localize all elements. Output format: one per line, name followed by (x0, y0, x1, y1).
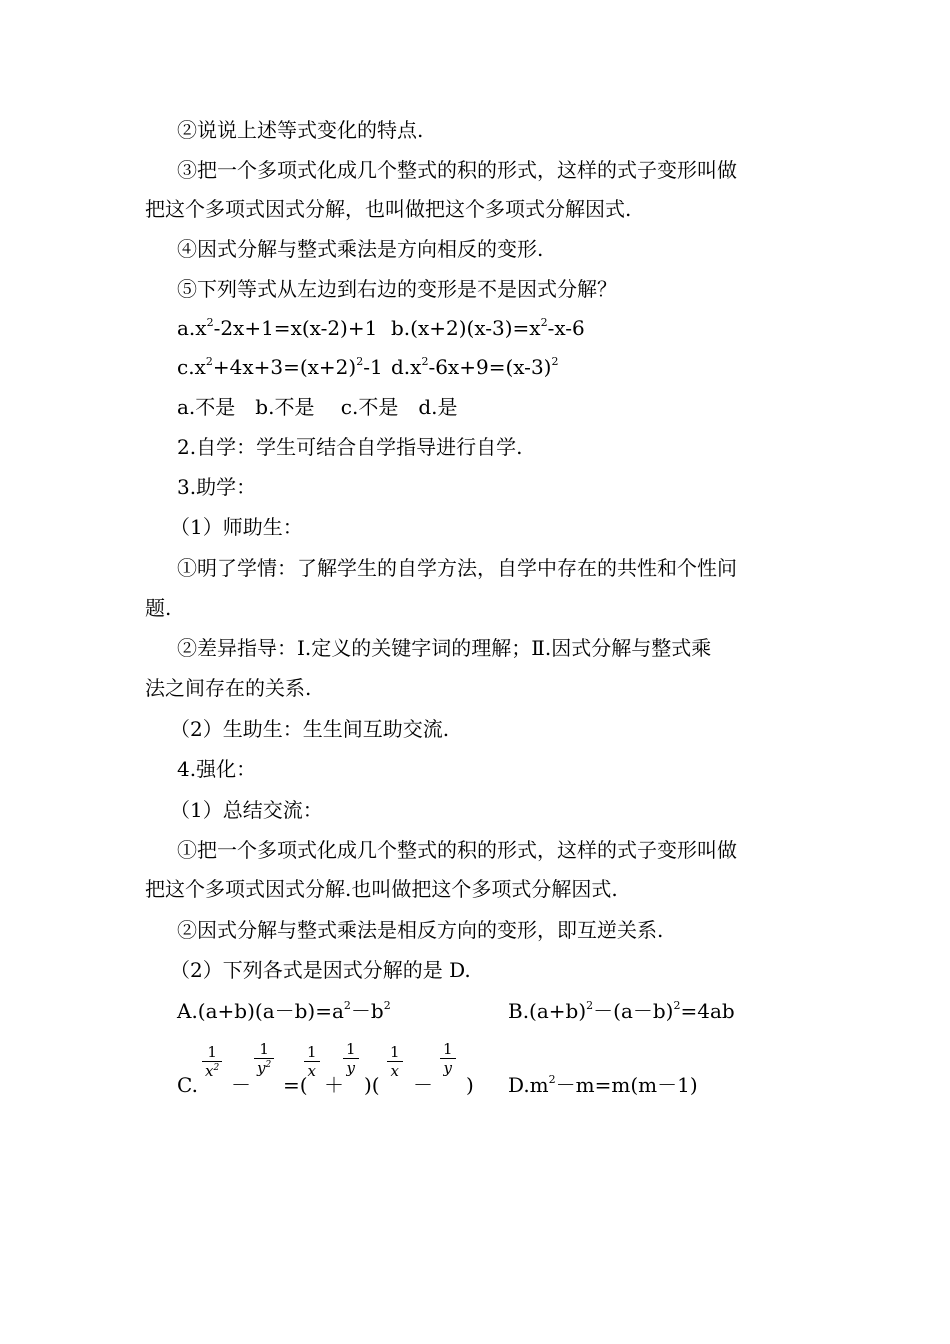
option-d: $D.m^2-m=m(m-1)$ (508, 1073, 698, 1097)
text-line: 法之间存在的关系. (145, 676, 312, 700)
option-a: $A.(a+b)(a-b)=a^2-b^2$ (177, 999, 391, 1023)
text-line: ①明了学情：了解学生的自学方法，自学中存在的共性和个性问 (177, 556, 737, 580)
text-line: 4.强化： (177, 757, 257, 781)
fraction-1-over-y: $\frac{1}{y}$ (440, 1040, 456, 1077)
minus-sign: － (413, 1073, 433, 1097)
equation-c: $c.x^2+4x+3=(x+2)^2-1$ (177, 355, 383, 379)
text-line: ④因式分解与整式乘法是方向相反的变形. (177, 237, 544, 261)
answers-line: a.不是 b.不是 c.不是 d.是 (177, 395, 458, 419)
fraction-1-over-x: $\frac{1}{x}$ (387, 1043, 403, 1080)
text-line: ③把一个多项式化成几个整式的积的形式，这样的式子变形叫做 (177, 158, 737, 182)
text-line: 把这个多项式因式分解.也叫做把这个多项式分解因式. (145, 877, 618, 901)
fraction-1-over-y: $\frac{1}{y}$ (343, 1040, 359, 1077)
text-line: （2）下列各式是因式分解的是 D. (170, 958, 471, 982)
equation-a: $a.x^2-2x+1=x(x-2)+1$ (177, 316, 378, 340)
text-line: ①把一个多项式化成几个整式的积的形式，这样的式子变形叫做 (177, 838, 737, 862)
equation-b: $b.(x+2)(x-3)=x^2-x-6$ (391, 316, 585, 340)
text-line: 把这个多项式因式分解，也叫做把这个多项式分解因式. (145, 197, 632, 221)
paren-middle: )( (364, 1073, 380, 1097)
fraction-1-over-y-squared: $\frac{1}{y^2}$ (254, 1040, 274, 1077)
equation-d: $d.x^2-6x+9=(x-3)^2$ (391, 355, 559, 379)
text-line: 题. (145, 596, 172, 620)
minus-sign: － (231, 1073, 251, 1097)
equals-paren: =( (283, 1073, 308, 1097)
text-line: （1）总结交流： (170, 798, 323, 822)
text-line: ②差异指导：Ⅰ.定义的关键字词的理解；Ⅱ.因式分解与整式乘 (177, 636, 712, 660)
fraction-1-over-x: $\frac{1}{x}$ (304, 1043, 320, 1080)
option-c-label: C. (177, 1073, 198, 1097)
text-line: 2.自学：学生可结合自学指导进行自学. (177, 435, 523, 459)
text-line: ②因式分解与整式乘法是相反方向的变形，即互逆关系. (177, 918, 664, 942)
fraction-1-over-x-squared: $\frac{1}{x^2}$ (202, 1043, 222, 1080)
text-line: ②说说上述等式变化的特点. (177, 118, 424, 142)
plus-sign: ＋ (324, 1073, 344, 1097)
text-line: 3.助学： (177, 475, 257, 499)
text-line: （2）生助生：生生间互助交流. (170, 717, 450, 741)
close-paren: ) (466, 1073, 474, 1097)
text-line: （1）师助生： (170, 515, 303, 539)
option-b: $B.(a+b)^2-(a-b)^2=4ab$ (508, 999, 735, 1023)
text-line: ⑤下列等式从左边到右边的变形是不是因式分解？ (177, 277, 617, 301)
